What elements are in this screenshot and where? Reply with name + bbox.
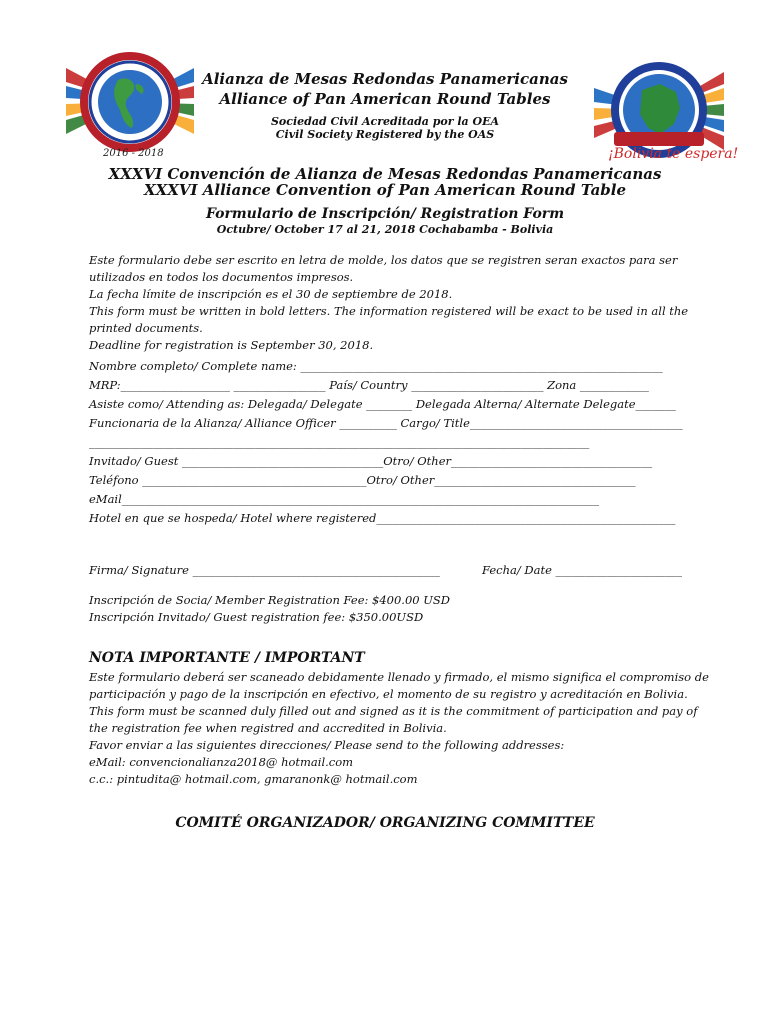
civil-society-es: Sociedad Civil Acreditada por la OEA xyxy=(270,115,500,128)
guest-fee: Inscripción Invitado/ Guest registration fee: $350.00USD xyxy=(89,610,424,624)
note-p2: This form must be scanned duly filled out and signed as it is the commitment of participation and pay of the registration fee when registred and accredited in Bolivia. xyxy=(89,704,698,735)
org-name-es: Alianza de Mesas Redondas Panamericanas xyxy=(202,70,568,88)
convention-title-en: XXXVI Alliance Convention of Pan American Round Table xyxy=(143,181,627,199)
important-note-title: NOTA IMPORTANTE / IMPORTANT xyxy=(89,650,365,666)
hotel-field[interactable]: Hotel en que se hospeda/ Hotel where registered____________________________________________________ xyxy=(89,511,676,525)
bolivia-slogan: ¡Bolivia te espera! xyxy=(608,146,739,162)
intro-p4: Deadline for registration is September 30, 2018. xyxy=(89,338,374,352)
note-cc: c.c.: pintudita@ hotmail.com, gmaranonk@ hotmail.com xyxy=(89,772,418,786)
civil-society-en: Civil Society Registered by the OAS xyxy=(275,128,495,141)
guest-field[interactable]: Invitado/ Guest ___________________________________Otro/ Other___________________________________ xyxy=(89,454,653,468)
complete-name-field[interactable]: Nombre completo/ Complete name: _______________________________________________________________ xyxy=(89,359,663,373)
intro-p1: Este formulario debe ser escrito en letra de molde, los datos que se registren seran exactos para ser utilizados en todos los documentos impresos. xyxy=(89,253,678,284)
date-field[interactable]: Fecha/ Date ______________________ xyxy=(482,563,683,577)
intro-p3: This form must be written in bold letters. The information registered will be exact to be used in all the printed documents. xyxy=(89,304,689,335)
signature-field[interactable]: Firma/ Signature ___________________________________________ xyxy=(89,563,440,577)
note-email: eMail: convencionalianza2018@ hotmail.com xyxy=(89,755,354,769)
important-note-body xyxy=(89,669,719,788)
phone-field[interactable]: Teléfono _______________________________________Otro/ Other___________________________________ xyxy=(89,473,636,487)
convention-title-es: XXXVI Convención de Alianza de Mesas Redondas Panamericanas xyxy=(108,165,662,183)
logo-left-caption: 2016 - 2018 xyxy=(103,148,164,159)
email-field[interactable]: eMail___________________________________________________________________________________ xyxy=(89,492,600,506)
convention-dates: Octubre/ October 17 al 21, 2018 Cochabamba - Bolivia xyxy=(216,223,554,236)
form-title: Formulario de Inscripción/ Registration Form xyxy=(205,206,565,222)
org-name-en: Alliance of Pan American Round Tables xyxy=(219,90,551,108)
member-fee: Inscripción de Socia/ Member Registration Fee: $400.00 USD xyxy=(89,593,451,607)
mrp-country-zone-field[interactable]: MRP:___________________ ________________ País/ Country _______________________ Zona ____________ xyxy=(89,378,649,392)
officer-title-field[interactable]: Funcionaria de la Alianza/ Alliance Officer __________ Cargo/ Title_____________________________________ xyxy=(89,416,683,430)
intro-p2: La fecha límite de inscripción es el 30 de septiembre de 2018. xyxy=(89,287,453,301)
attending-as-field[interactable]: Asiste como/ Attending as: Delegada/ Delegate ________ Delegada Alterna/ Alternate Delegate_______ xyxy=(89,397,676,411)
organizing-committee: COMITÉ ORGANIZADOR/ ORGANIZING COMMITTEE xyxy=(175,815,595,831)
blank-line-field[interactable]: _______________________________________________________________________________________ xyxy=(89,435,590,449)
intro-text xyxy=(89,252,719,354)
note-p1: Este formulario deberá ser scaneado debidamente llenado y firmado, el mismo significa el compromiso de participación y pago de la inscripción en efectivo, el momento de su registro y acreditación en Bolivia. xyxy=(89,670,709,701)
note-p3: Favor enviar a las siguientes direcciones/ Please send to the following addresses: xyxy=(89,738,565,752)
